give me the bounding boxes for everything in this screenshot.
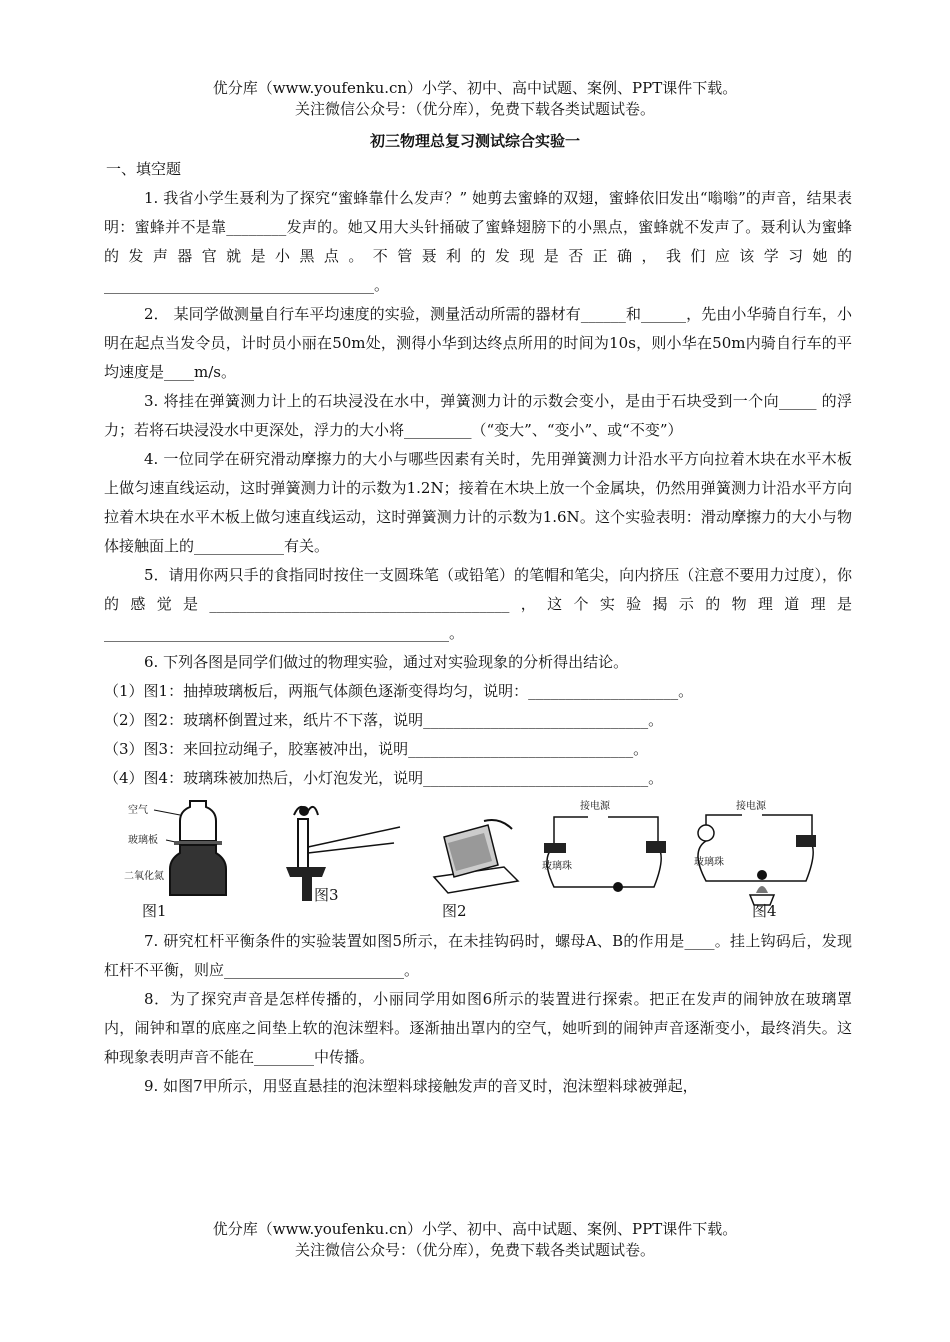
figure-4-circuit-cold [534,797,674,907]
document-body [104,184,852,1101]
question-6-part-4: （4）图4：玻璃珠被加热后，小灯泡发光，说明______________________________。 [104,769,664,787]
question-7: 7. 研究杠杆平衡条件的实验装置如图5所示，在未挂钩码时，螺母A、B的作用是____。挂上钩码后，发现杠杆不平衡，则应________________________。 [104,932,852,979]
experiment-figures [124,797,824,920]
section-heading: 一、填空题 [106,160,182,178]
fig4b-label-glass-bead: 玻璃珠 [694,857,724,868]
footer-line-2: 关注微信公众号：（优分库），免费下载各类试题试卷。 [294,1241,655,1259]
question-6: 6. 下列各图是同学们做过的物理实验，通过对实验现象的分析得出结论。 [144,653,629,671]
question-1: 1. 我省小学生聂利为了探究“蜜蜂靠什么发声？” 她剪去蜜蜂的双翅，蜜蜂依旧发出“嗡嗡”的声音，结果表明：蜜蜂并不是靠________发声的。她又用大头针捅破了蜜蜂翅膀下的小黑点，蜜蜂就不发声了。聂利认为蜜蜂的发声器官就是小黑点。不管聂利的发现是否正确，我们应该学习她的____________________________________。 [104,189,852,294]
header-line-2: 关注微信公众号：（优分库），免费下载各类试题试卷。 [294,100,655,118]
fig4a-label-power: 接电源 [580,801,610,812]
figure-3-caption: 图3 [314,886,339,904]
fig1-label-nitrogen-dioxide: 二氧化氮 [124,871,164,882]
figure-1-caption: 图1 [142,902,167,920]
figure-2-inverted-cup [424,797,524,907]
fig4b-label-power: 接电源 [736,801,766,812]
question-2: 2． 某同学做测量自行车平均速度的实验，测量活动所需的器材有______和______，先由小华骑自行车，小明在起点当发令员，计时员小丽在50m处，测得小华到达终点所用的时间为10s，则小华在50m内骑自行车的平均速度是____m/s。 [104,305,852,381]
fig1-label-glass-plate: 玻璃板 [128,835,158,846]
page-title: 初三物理总复习测试综合实验一 [369,132,580,150]
figure-1-diffusion-bottles [124,797,234,907]
question-6-part-3: （3）图3：来回拉动绳子，胶塞被冲出，说明______________________________。 [104,740,649,758]
figure-2-caption: 图2 [442,902,467,920]
footer-line-1: 优分库（www.youfenku.cn）小学、初中、高中试题、案例、PPT课件下载。 [212,1220,738,1238]
question-4: 4. 一位同学在研究滑动摩擦力的大小与哪些因素有关时，先用弹簧测力计沿水平方向拉着木块在水平木板上做匀速直线运动，这时弹簧测力计的示数为1.2N；接着在木块上放一个金属块，仍然用弹簧测力计沿水平方向拉着木块在水平木板上做匀速直线运动，这时弹簧测力计的示数为1.6N。这个实验表明：滑动摩擦力的大小与物体接触面上的____________有关。 [104,450,852,555]
fig1-label-air: 空气 [128,805,148,816]
figure-4-circuit-heated [684,797,824,907]
figure-4-caption: 图4 [752,902,777,920]
question-5: 5．请用你两只手的食指同时按住一支圆珠笔（或铅笔）的笔帽和笔尖，向内挤压（注意不要用力过度），你的感觉是________________________________________，这个实验揭示的物理道理是______________________________________________。 [104,566,852,642]
fig4a-label-glass-bead: 玻璃珠 [542,861,572,872]
question-8: 8．为了探究声音是怎样传播的，小丽同学用如图6所示的装置进行探索。把正在发声的闹钟放在玻璃罩内，闹钟和罩的底座之间垫上软的泡沫塑料。逐渐抽出罩内的空气，她听到的闹钟声音逐渐变小，最终消失。这种现象表明声音不能在________中传播。 [104,990,852,1066]
question-9: 9. 如图7甲所示，用竖直悬挂的泡沫塑料球接触发声的音叉时，泡沫塑料球被弹起， [144,1077,698,1095]
question-6-part-2: （2）图2：玻璃杯倒置过来，纸片不下落，说明______________________________。 [104,711,664,729]
question-6-part-1: （1）图1：抽掉玻璃板后，两瓶气体颜色逐渐变得均匀，说明：____________________。 [104,682,694,700]
header-line-1: 优分库（www.youfenku.cn）小学、初中、高中试题、案例、PPT课件下载。 [212,79,738,97]
question-3: 3. 将挂在弹簧测力计上的石块浸没在水中，弹簧测力计的示数会变小，是由于石块受到一个向_____ 的浮力；若将石块浸没水中更深处，浮力的大小将_________（“变大”、“变小”、或“不变”） [104,392,852,439]
